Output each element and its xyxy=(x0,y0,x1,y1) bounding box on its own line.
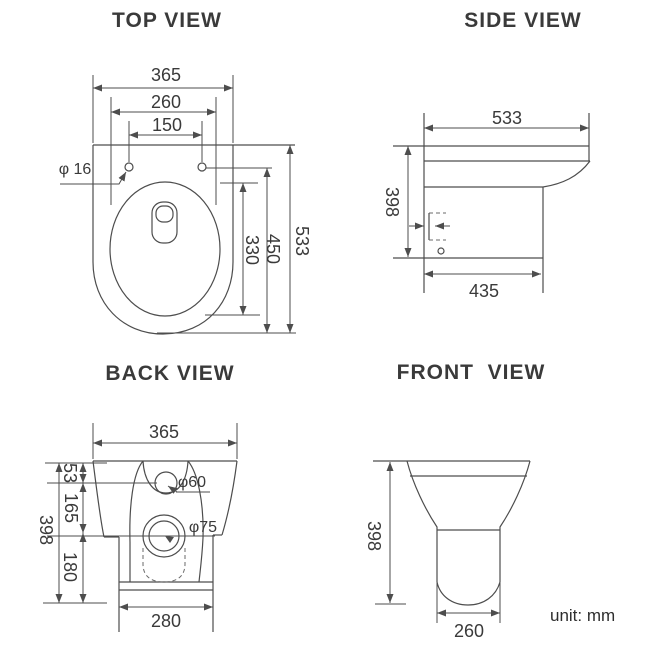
back-inner-profile-left xyxy=(130,461,143,582)
fixing-bracket-detail xyxy=(409,213,450,240)
dim-back-280: 280 xyxy=(150,611,182,631)
dim-side-435: 435 xyxy=(468,281,500,301)
inlet-hole xyxy=(155,472,177,494)
dim-back-365: 365 xyxy=(148,422,180,442)
dim-back-53: 53 xyxy=(60,462,80,484)
dim-side-398: 398 xyxy=(382,186,402,218)
dim-back-180: 180 xyxy=(60,551,80,583)
top-view xyxy=(59,65,312,334)
dim-top-365: 365 xyxy=(150,65,182,85)
dim-top-150: 150 xyxy=(151,115,183,135)
dim-back-inlet-dia: φ60 xyxy=(177,474,207,491)
dim-top-533: 533 xyxy=(292,225,312,257)
side-view-title: SIDE VIEW xyxy=(464,9,582,32)
top-view-outline xyxy=(93,145,233,334)
back-view-dimensions xyxy=(36,422,237,631)
side-fixing-hole xyxy=(438,248,444,254)
dim-front-398: 398 xyxy=(364,520,384,552)
back-view-title: BACK VIEW xyxy=(105,362,235,385)
front-view-title: FRONT VIEW xyxy=(396,361,546,384)
side-view xyxy=(382,108,590,301)
unit-note: unit: mm xyxy=(550,606,616,625)
dim-top-260: 260 xyxy=(150,92,182,112)
top-view-dimensions xyxy=(59,65,312,333)
back-view-body xyxy=(93,461,237,632)
flush-outlet-inner xyxy=(156,206,173,222)
front-view-dimensions xyxy=(364,462,500,641)
outlet-hidden-outline xyxy=(143,548,185,582)
dim-back-outlet-dia: φ75 xyxy=(188,519,218,536)
front-view xyxy=(364,461,530,641)
front-view-body xyxy=(373,461,530,605)
hinge-hole-right xyxy=(198,163,206,171)
hinge-hole-left xyxy=(125,163,133,171)
dim-top-330: 330 xyxy=(242,234,262,266)
dim-side-533: 533 xyxy=(491,108,523,128)
side-view-dimensions xyxy=(382,108,589,301)
top-view-title: TOP VIEW xyxy=(112,9,222,32)
dim-top-450: 450 xyxy=(263,233,283,265)
dim-front-260: 260 xyxy=(453,621,485,641)
back-view xyxy=(36,422,237,632)
side-view-body xyxy=(393,113,590,293)
dim-back-398: 398 xyxy=(36,514,56,546)
side-bowl-curve xyxy=(543,161,590,187)
dim-top-hole-dia: φ 16 xyxy=(58,161,92,178)
dim-back-165: 165 xyxy=(61,492,81,524)
front-base-curve xyxy=(437,582,500,605)
